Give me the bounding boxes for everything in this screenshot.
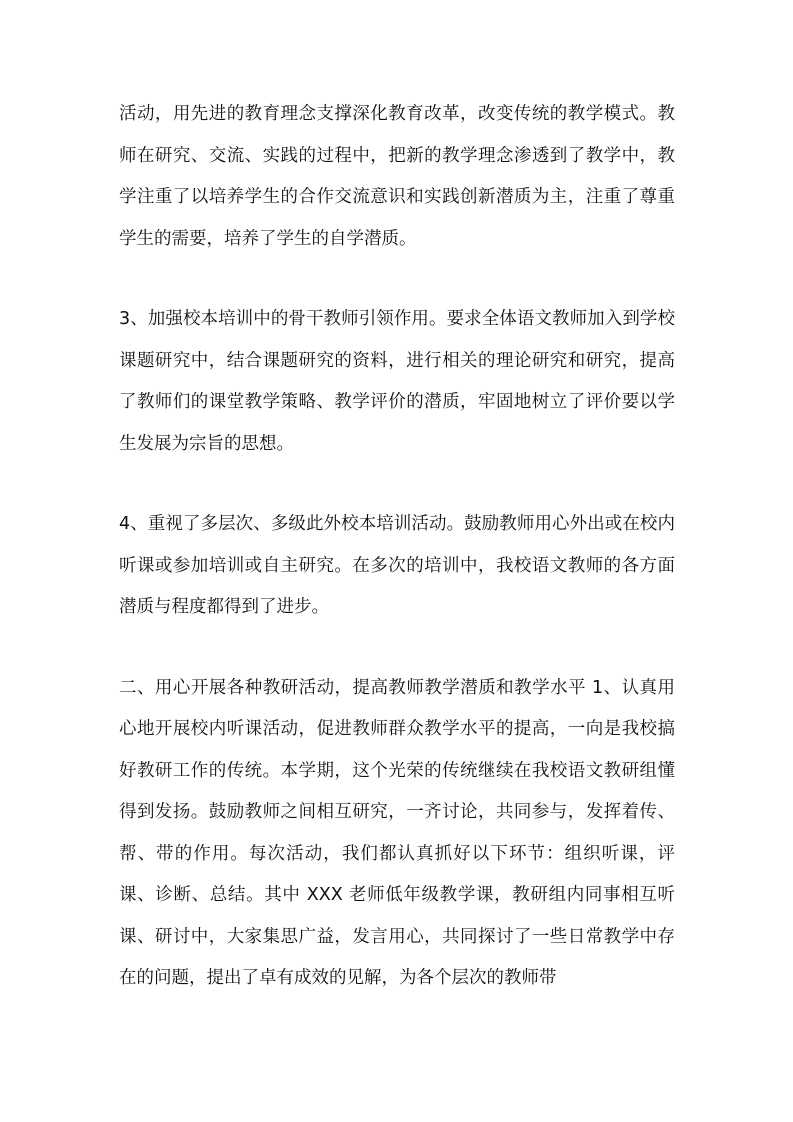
- paragraph-4: 二、用心开展各种教研活动，提高教师教学潜质和教学水平 1、认真用心地开展校内听课活动，促进教师群众教学水平的提高，一向是我校搞好教研工作的传统。本学期，这个光荣的传统继续在我校语文教研组懂得到发扬。鼓励教师之间相互研究，一齐讨论，共同参与，发挥着传、帮、带的作用。每次活动，我们都认真抓好以下环节：组织听课，评课、诊断、总结。其中 XXX 老师低年级教学课，教研组内同事相互听课、研讨中，大家集思广益，发言用心，共同探讨了一些日常教学中存在的问题，提出了卓有成效的见解，为各个层次的教师带: [119, 677, 675, 988]
- paragraph-2: 3、加强校本培训中的骨干教师引领作用。要求全体语文教师加入到学校课题研究中，结合课题研究的资料，进行相关的理论研究和研究，提高了教师们的课堂教学策略、教学评价的潜质，牢固地树立了评价要以学生发展为宗旨的思想。: [119, 309, 675, 454]
- paragraph-1: 活动，用先进的教育理念支撑深化教育改革，改变传统的教学模式。教师在研究、交流、实践的过程中，把新的教学理念渗透到了教学中，教学注重了以培养学生的合作交流意识和实践创新潜质为主，注重了尊重学生的需要，培养了学生的自学潜质。: [119, 104, 675, 249]
- paragraph-3: 4、重视了多层次、多级此外校本培训活动。鼓励教师用心外出或在校内听课或参加培训或自主研究。在多次的培训中，我校语文教师的各方面潜质与程度都得到了进步。: [119, 514, 675, 617]
- document-body: [119, 94, 675, 1000]
